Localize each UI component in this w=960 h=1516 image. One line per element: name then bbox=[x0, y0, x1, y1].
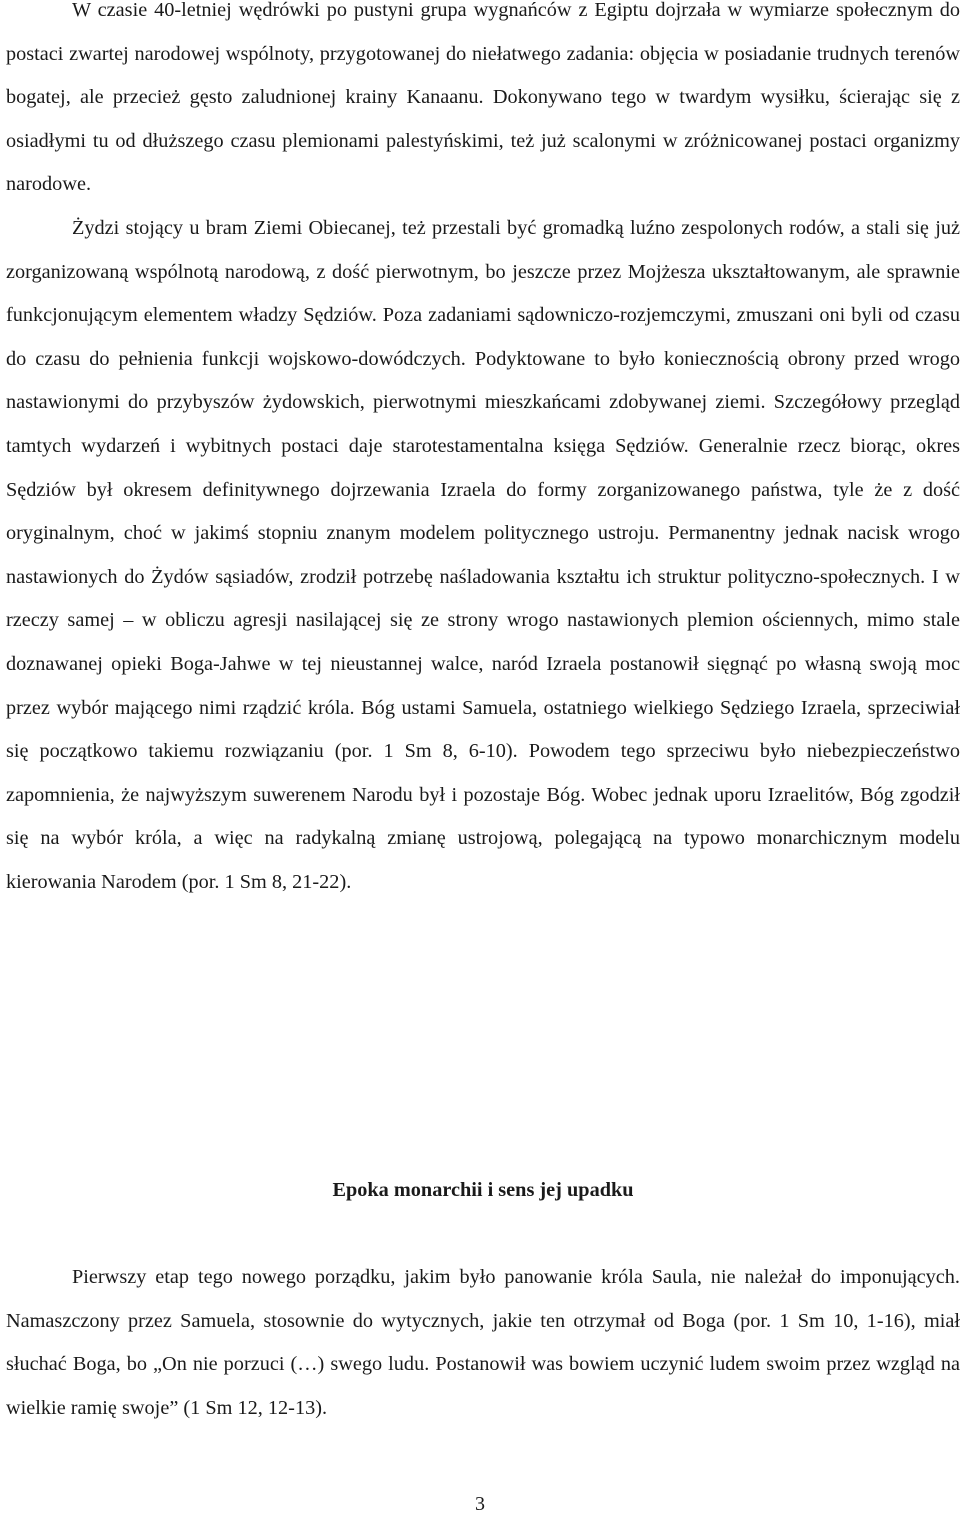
body-paragraph-1: W czasie 40-letniej wędrówki po pustyni grupa wygnańców z Egiptu dojrzała w wymiarze społecznym do postaci zwartej narodowej wspólnoty, przygotowanej do niełatwego zadania: objęcia w posiadanie trudnych terenów bogatej, ale przecież gęsto zaludnionej krainy Kanaanu. Dokonywano tego w twardym wysiłku, ścierając się z osiadłymi tu od dłuższego czasu plemionami palestyńskimi, też już scalonymi w zróżnicowanej postaci organizmy narodowe. bbox=[6, 0, 960, 196]
section-paragraph-1: Pierwszy etap tego nowego porządku, jakim było panowanie króla Saula, nie należał do imponujących. Namaszczony przez Samuela, stosownie do wytycznych, jakie ten otrzymał od Boga (por. 1 Sm 10, 1-16), miał słuchać Boga, bo „On nie porzuci (…) swego ludu. Postanowił was bowiem uczynić ludem swoim przez wzgląd na wielkie ramię swoje” (1 Sm 12, 12-13). bbox=[6, 1266, 960, 1419]
body-paragraph-2: Żydzi stojący u bram Ziemi Obiecanej, też przestali być gromadką luźno zespolonych rodów, a stali się już zorganizowaną wspólnotą narodową, z dość pierwotnym, bo jeszcze przez Mojżesza ukształtowanym, ale sprawnie funkcjonującym elementem władzy Sędziów. Poza zadaniami sądowniczo-rozjemczymi, zmuszani oni byli od czasu do czasu do pełnienia funkcji wojskowo-dowódczych. Podyktowane to było koniecznością obrony przed wrogo nastawionymi do przybyszów żydowskich, pierwotnymi mieszkańcami zdobywanej ziemi. Szczegółowy przegląd tamtych wydarzeń i wybitnych postaci daje starotestamentalna księga Sędziów. Generalnie rzecz biorąc, okres Sędziów był okresem definitywnego dojrzewania Izraela do formy zorganizowanego państwa, tyle że z dość oryginalnym, choć w jakimś stopniu znanym modelem politycznego ustroju. Permanentny jednak nacisk wrogo nastawionych do Żydów sąsiadów, zrodził potrzebę naśladowania kształtu ich struktur polityczno-społecznych. I w rzeczy samej – w obliczu agresji nasilającej się ze strony wrogo nastawionych plemion ościennych, mimo stale doznawanej opieki Boga-Jahwe w tej nieustannej walce, naród Izraela postanowił sięgnąć po własną swoją moc przez wybór mającego nimi rządzić króla. Bóg ustami Samuela, ostatniego wielkiego Sędziego Izraela, sprzeciwiał się początkowo takiemu rozwiązaniu (por. 1 Sm 8, 6-10). Powodem tego sprzeciwu było niebezpieczeństwo zapomnienia, że najwyższym suwerenem Narodu był i pozostaje Bóg. Wobec jednak uporu Izraelitów, Bóg zgodził się na wybór króla, a więc na radykalną zmianę ustrojową, polegającą na typowo monarchicznym modelu kierowania Narodem (por. 1 Sm 8, 21-22). bbox=[6, 216, 960, 893]
page-number: 3 bbox=[475, 1493, 485, 1515]
document-page bbox=[6, 0, 960, 1419]
section-body bbox=[6, 1256, 960, 1430]
section-heading: Epoka monarchii i sens jej upadku bbox=[332, 1179, 634, 1201]
